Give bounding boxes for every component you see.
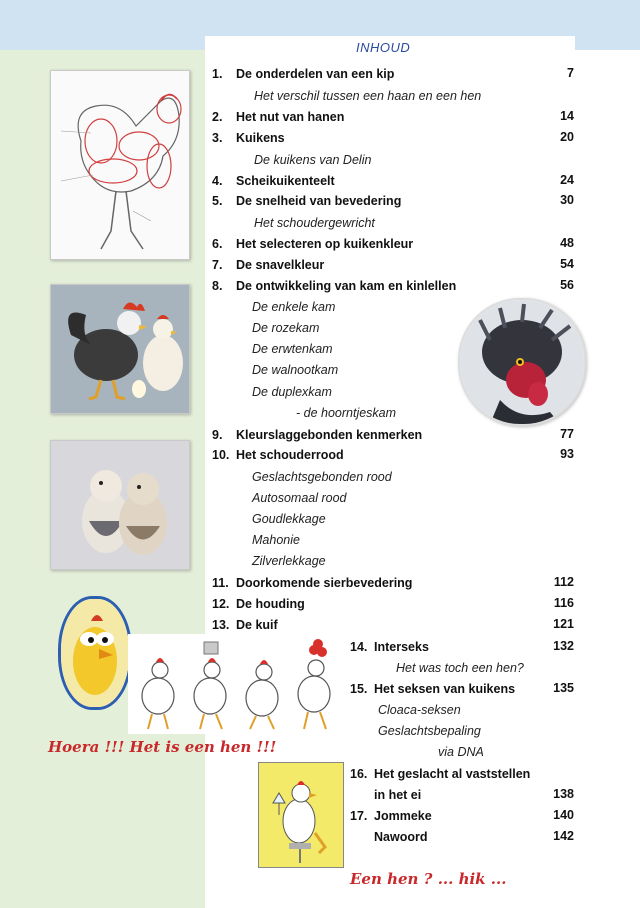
toc-subentry[interactable]: Mahonie: [252, 533, 300, 547]
toc-page: 135: [553, 681, 574, 695]
toc-page: 142: [553, 829, 574, 843]
toc-subentry[interactable]: De walnootkam: [252, 363, 339, 377]
toc-subentry[interactable]: - de hoorntjeskam: [296, 406, 397, 420]
toc-subentry[interactable]: De erwtenkam: [252, 342, 333, 356]
toc-entry[interactable]: 11. Doorkomende sierbevedering: [212, 576, 413, 590]
caption-hoera: Hoera !!! Het is een hen !!!: [48, 738, 277, 756]
toc-page: 77: [560, 427, 574, 441]
page-title: INHOUD: [356, 40, 411, 55]
toc-entry[interactable]: 13. De kuif: [212, 618, 278, 632]
toc-page: 121: [553, 617, 574, 631]
toc-page: 132: [553, 639, 574, 653]
toc-entry[interactable]: 16. Het geslacht al vaststellen: [350, 767, 531, 781]
toc-page: 24: [560, 173, 574, 187]
toc-entry[interactable]: 5. De snelheid van bevedering: [212, 194, 402, 208]
toc-entry[interactable]: 4. Scheikuikenteelt: [212, 174, 335, 188]
toc-subentry[interactable]: De rozekam: [252, 321, 320, 335]
toc-entry[interactable]: 3. Kuikens: [212, 131, 285, 145]
toc-subentry[interactable]: Cloaca-seksen: [378, 703, 461, 717]
toc-page: 56: [560, 278, 574, 292]
toc-entry[interactable]: 15. Het seksen van kuikens: [350, 682, 516, 696]
toc-subentry[interactable]: Geslachtsbepaling: [378, 724, 481, 738]
toc-subentry[interactable]: De kuikens van Delin: [254, 153, 372, 167]
toc-page: 30: [560, 193, 574, 207]
toc-entry[interactable]: 10. Het schouderrood: [212, 448, 344, 462]
toc-entry[interactable]: 14. Interseks: [350, 640, 429, 654]
toc-subentry[interactable]: De enkele kam: [252, 300, 336, 314]
toc-entry[interactable]: 2. Het nut van hanen: [212, 110, 345, 124]
toc-page: 140: [553, 808, 574, 822]
toc-subentry[interactable]: Autosomaal rood: [252, 491, 347, 505]
toc-page: 138: [553, 787, 574, 801]
toc-entry[interactable]: Nawoord: [374, 830, 428, 844]
toc-page: 7: [567, 66, 574, 80]
toc-subentry[interactable]: De duplexkam: [252, 385, 332, 399]
toc-subentry[interactable]: Het schoudergewricht: [254, 216, 375, 230]
toc-page: 54: [560, 257, 574, 271]
toc-entry[interactable]: 9. Kleurslaggebonden kenmerken: [212, 428, 423, 442]
toc-entry[interactable]: 7. De snavelkleur: [212, 258, 325, 272]
toc-entry[interactable]: 12. De houding: [212, 597, 305, 611]
toc-subentry[interactable]: Het verschil tussen een haan en een hen: [254, 89, 482, 103]
toc-subentry[interactable]: Goudlekkage: [252, 512, 326, 526]
toc-entry[interactable]: 17. Jommeke: [350, 809, 432, 823]
toc-subentry[interactable]: Zilverlekkage: [252, 554, 326, 568]
toc-page: 14: [560, 109, 574, 123]
toc-page: 93: [560, 447, 574, 461]
toc-subentry[interactable]: Het was toch een hen?: [396, 661, 524, 675]
toc-page: 112: [553, 575, 574, 589]
toc-subentry[interactable]: Geslachtsgebonden rood: [252, 470, 392, 484]
toc-page: 116: [553, 596, 574, 610]
toc-entry[interactable]: 1. De onderdelen van een kip: [212, 67, 395, 81]
toc-page: 20: [560, 130, 574, 144]
toc-page: 48: [560, 236, 574, 250]
toc-entry[interactable]: 6. Het selecteren op kuikenkleur: [212, 237, 414, 251]
toc-subentry[interactable]: via DNA: [438, 745, 484, 759]
toc-entry[interactable]: in het ei: [374, 788, 422, 802]
toc-entry[interactable]: 8. De ontwikkeling van kam en kinlellen: [212, 279, 457, 293]
caption-hik: Een hen ? ... hik ...: [350, 870, 507, 888]
